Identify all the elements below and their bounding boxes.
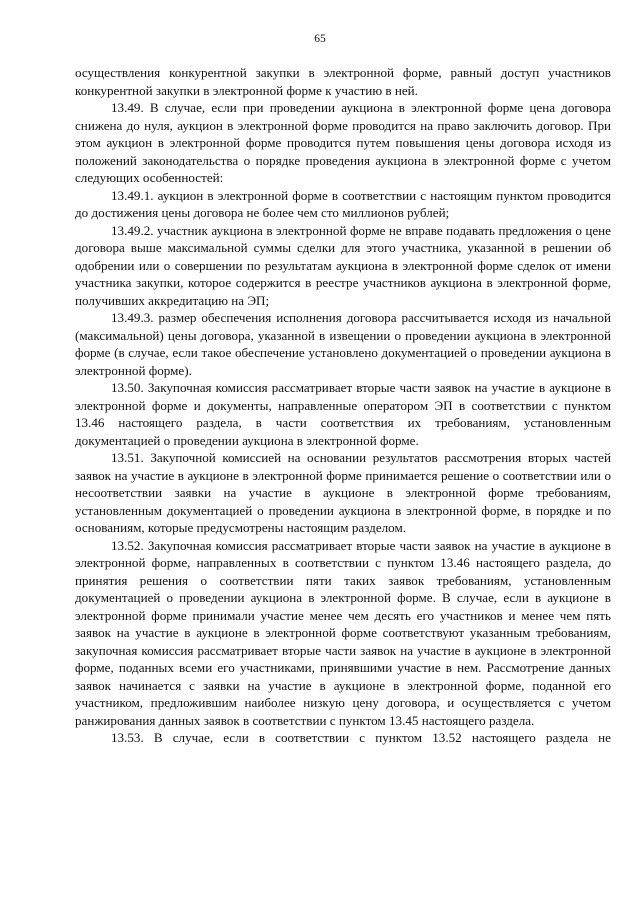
paragraph-13-50: 13.50. Закупочная комиссия рассматривает вторые части заявок на участие в аукционе в электронной форме и документы, направленные оператором ЭП в соответствии с пунктом 13.46 настоящего раздела, в части соответствия их требованиям, установленным документацией о проведении аукциона в электронной форме. — [75, 380, 611, 448]
paragraph-continuation: осуществления конкурентной закупки в электронной форме, равный доступ участников конкурентной закупки в электронной форме к участию в ней. — [75, 65, 611, 98]
paragraph-13-53: 13.53. В случае, если в соответствии с пунктом 13.52 настоящего раздела не — [111, 730, 611, 745]
paragraph-13-49-1: 13.49.1. аукцион в электронной форме в соответствии с настоящим пунктом проводится до достижения цены договора не более чем сто миллионов рублей; — [75, 187, 611, 220]
page-number: 65 — [314, 33, 326, 45]
paragraph-13-52: 13.52. Закупочная комиссия рассматривает вторые части заявок на участие в аукционе в электронной форме, направленных в соответствии с пунктом 13.46 настоящего раздела, до принятия решения о соответствии пяти таких заявок требованиям, установленным документацией о проведении аукциона в электронной форме. В случае, если в аукционе в электронной форме принимали участие менее чем десять его участников и менее чем пять заявок на участие в аукционе в электронной форме соответствуют указанным требованиям, закупочная комиссия рассматривает вторые части заявок на участие в аукционе в электронной форме, поданных всеми его участниками, принявшими участие в нем. Рассмотрение данных заявок начинается с заявки на участие в аукционе в электронной форме, поданной его участником, предложившим наиболее низкую цену договора, и осуществляется с учетом ранжирования данных заявок в соответствии с пунктом 13.45 настоящего раздела. — [75, 537, 611, 728]
paragraph-13-49-2: 13.49.2. участник аукциона в электронной форме не вправе подавать предложения о цене договора выше максимальной суммы сделки для этого участника, указанной в решении об одобрении или о совершении по результатам аукциона в электронной форме сделок от имени участника закупки, которое содержится в реестре участников аукциона в электронной форме, получивших аккредитацию на ЭП; — [75, 222, 611, 308]
paragraph-13-51: 13.51. Закупочной комиссией на основании результатов рассмотрения вторых частей заявок на участие в аукционе в электронной форме принимается решение о соответствии или о несоответствии заявки на участие в аукционе в электронной форме требованиям, установленным документацией о проведении аукциона в электронной форме, в порядке и по основаниям, которые предусмотрены настоящим разделом. — [75, 450, 611, 535]
paragraph-13-49: 13.49. В случае, если при проведении аукциона в электронной форме цена договора снижена до нуля, аукцион в электронной форме проводится на право заключить договор. При этом аукцион в электронной форме проводится путем повышения цены договора исходя из положений законодательства о порядке проведения аукциона в электронной форме с учетом следующих особенностей: — [75, 100, 611, 185]
paragraph-13-49-3: 13.49.3. размер обеспечения исполнения договора рассчитывается исходя из начальной (максимальной) цены договора, указанной в извещении о проведении аукциона в электронной форме (в случае, если такое обеспечение установлено документацией о проведении аукциона в электронной форме). — [75, 310, 611, 378]
document-body — [75, 64, 611, 747]
